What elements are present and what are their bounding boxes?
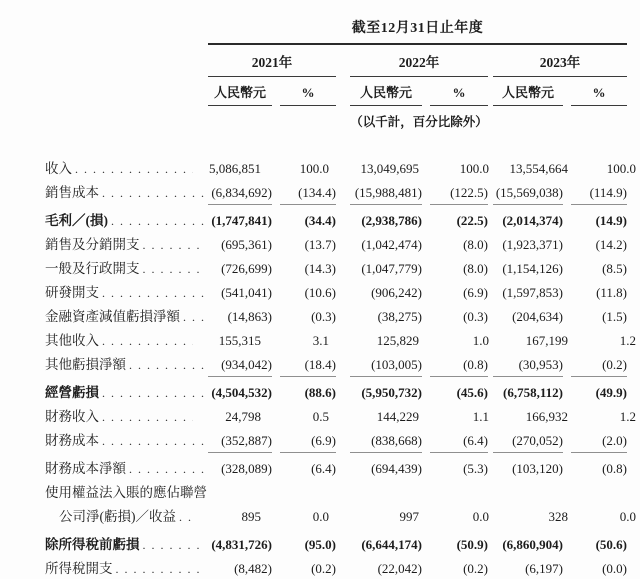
value-2021-rmb: (328,089): [221, 461, 272, 476]
value-2022-pct: (8.0): [463, 237, 488, 252]
table-row: [0, 381, 640, 405]
row-label-area: [45, 329, 197, 353]
dot-leader: [129, 353, 204, 377]
row-label: 財務成本: [45, 433, 99, 448]
period-title: 截至12月31日止年度: [351, 21, 484, 36]
value-2022-rmb: (38,275): [377, 309, 422, 324]
row-label: 財務成本淨額: [45, 461, 126, 476]
value-2022-pct: (122.5): [430, 181, 488, 205]
currency-header-2021: 人民幣元: [208, 84, 272, 106]
value-2021-pct: (10.6): [304, 285, 336, 300]
value-2022-rmb: 144,229: [376, 409, 419, 424]
row-label-area: [45, 157, 197, 181]
value-2021-pct: (88.6): [304, 385, 336, 400]
value-2021-rmb: (541,041): [221, 285, 272, 300]
row-label-area: [45, 209, 208, 233]
table-body: [0, 157, 640, 579]
value-2023-rmb: (1,923,371): [502, 237, 563, 252]
value-2022-rmb: (103,005): [350, 353, 422, 377]
value-2021-rmb: (6,834,692): [208, 181, 272, 205]
row-label: 收入: [45, 161, 72, 176]
value-2023-pct: (0.8): [602, 461, 627, 476]
dot-leader: [111, 209, 204, 233]
row-label-area: [45, 557, 208, 579]
value-2022-rmb: 997: [399, 509, 419, 524]
value-2022-rmb: (1,047,779): [361, 261, 422, 276]
row-label: 銷售成本: [45, 185, 99, 200]
value-2023-rmb: (2,014,374): [502, 213, 563, 228]
value-2023-rmb: (1,597,853): [502, 285, 563, 300]
value-2021-pct: (13.7): [304, 237, 336, 252]
dot-leader: [102, 405, 193, 429]
value-2021-rmb: (352,887): [208, 429, 272, 453]
table-row: [0, 557, 640, 579]
row-label: 財務收入: [45, 409, 99, 424]
value-2023-rmb: (1,154,126): [502, 261, 563, 276]
dot-leader: [143, 233, 205, 257]
dot-leader: [102, 429, 204, 453]
value-2022-pct: (6.4): [430, 429, 488, 453]
row-label-area: [45, 429, 208, 453]
value-2023-pct: 1.2: [619, 333, 636, 348]
table-row: [0, 233, 640, 257]
dot-leader: [143, 533, 205, 557]
value-2022-pct: (0.3): [463, 309, 488, 324]
percent-header-2023: %: [571, 84, 627, 106]
value-2021-pct: (6.9): [280, 429, 336, 453]
value-2021-rmb: (695,361): [221, 237, 272, 252]
value-2023-rmb: 166,932: [525, 409, 568, 424]
value-2022-rmb: (838,668): [350, 429, 422, 453]
value-2023-pct: (0.2): [571, 353, 627, 377]
dot-leader: [143, 257, 205, 281]
row-label-area: [45, 305, 208, 329]
row-label: 經營虧損: [45, 385, 99, 400]
value-2023-pct: (50.6): [595, 537, 627, 552]
dot-leader: [183, 305, 204, 329]
table-row: [0, 329, 640, 353]
value-2023-rmb: 167,199: [525, 333, 568, 348]
dot-leader: [102, 281, 204, 305]
value-2022-pct: (22.5): [456, 213, 488, 228]
table-row: [0, 353, 640, 377]
value-2023-pct: (2.0): [571, 429, 627, 453]
value-2021-rmb: 895: [241, 509, 261, 524]
value-2022-rmb: (2,938,786): [361, 213, 422, 228]
row-label: 一般及行政開支: [45, 261, 140, 276]
value-2021-pct: 3.1: [312, 333, 329, 348]
year-header-row: [208, 53, 627, 77]
value-2022-pct: (0.8): [430, 353, 488, 377]
value-2022-rmb: 125,829: [376, 333, 419, 348]
value-2022-pct: (50.9): [456, 537, 488, 552]
table-row: [0, 181, 640, 205]
subheader-row: [208, 84, 627, 106]
value-2023-rmb: (204,634): [512, 309, 563, 324]
value-2023-pct: (14.2): [595, 237, 627, 252]
value-2023-rmb: (6,197): [493, 557, 563, 579]
table-row: [0, 481, 640, 505]
value-2021-rmb: (726,699): [221, 261, 272, 276]
value-2022-rmb: (6,644,174): [361, 537, 422, 552]
row-label-area: [45, 405, 197, 429]
value-2021-pct: 0.0: [312, 509, 329, 524]
value-2023-rmb: (6,758,112): [503, 385, 563, 400]
row-label: 毛利／(損): [45, 213, 108, 228]
percent-header-2021: %: [280, 84, 336, 106]
value-2023-rmb: (270,052): [493, 429, 563, 453]
dot-leader: [116, 557, 205, 579]
value-2023-pct: (49.9): [595, 385, 627, 400]
value-2021-pct: (0.2): [280, 557, 336, 579]
value-2023-rmb: (6,860,904): [502, 537, 563, 552]
value-2022-rmb: (694,439): [371, 461, 422, 476]
row-label: 銷售及分銷開支: [45, 237, 140, 252]
value-2022-pct: (0.2): [430, 557, 488, 579]
value-2021-pct: (18.4): [280, 353, 336, 377]
dot-leader: [129, 457, 204, 481]
year-header-2023: 2023年: [493, 53, 627, 77]
row-label: 其他收入: [45, 333, 99, 348]
value-2023-pct: (11.8): [596, 285, 627, 300]
row-label-area: [45, 505, 197, 529]
value-2022-pct: 0.0: [472, 509, 489, 524]
table-row: [0, 429, 640, 453]
value-2023-pct: 100.0: [606, 161, 636, 176]
table-row: [0, 505, 640, 529]
value-2021-pct: (14.3): [304, 261, 336, 276]
value-2022-pct: (45.6): [456, 385, 488, 400]
value-2023-rmb: 13,554,664: [509, 161, 568, 176]
value-2022-pct: (8.0): [463, 261, 488, 276]
dot-leader: [75, 157, 193, 181]
currency-header-2022: 人民幣元: [350, 84, 422, 106]
row-label: 其他虧損淨額: [45, 357, 126, 372]
table-row: [0, 305, 640, 329]
value-2021-rmb: (4,831,726): [211, 537, 272, 552]
value-2021-rmb: 5,086,851: [209, 161, 261, 176]
value-2021-rmb: (934,042): [208, 353, 272, 377]
value-2022-pct: 1.1: [472, 409, 489, 424]
row-label: 使用權益法入賬的應佔聯營: [45, 485, 207, 500]
row-label: 除所得稅前虧損: [45, 537, 140, 552]
value-2023-pct: 0.0: [619, 509, 636, 524]
year-header-2021: 2021年: [208, 53, 336, 77]
dot-leader: [102, 329, 193, 353]
row-label: 公司淨(虧損)／收益: [59, 509, 176, 524]
table-row: [0, 257, 640, 281]
value-2022-rmb: (15,988,481): [350, 181, 422, 205]
value-2021-pct: (34.4): [304, 213, 336, 228]
row-label-area: [45, 381, 208, 405]
value-2023-pct: (1.5): [602, 309, 627, 324]
year-header-2022: 2022年: [350, 53, 488, 77]
row-label: 研發開支: [45, 285, 99, 300]
value-2023-pct: 1.2: [619, 409, 636, 424]
dot-leader: [102, 381, 204, 405]
value-2021-rmb: 24,798: [225, 409, 261, 424]
value-2023-rmb: 328: [548, 509, 568, 524]
table-row: [0, 533, 640, 557]
currency-header-2023: 人民幣元: [493, 84, 563, 106]
percent-header-2022: %: [430, 84, 488, 106]
dot-leader: [179, 505, 193, 529]
row-label-area: [45, 181, 208, 205]
value-2022-pct: 1.0: [472, 333, 489, 348]
value-2021-rmb: (4,504,532): [211, 385, 272, 400]
table-row: [0, 405, 640, 429]
row-label: 金融資產減值虧損淨額: [45, 309, 180, 324]
value-2023-pct: (14.9): [595, 213, 627, 228]
value-2022-rmb: 13,049,695: [360, 161, 419, 176]
row-label-area: [45, 533, 208, 557]
value-2023-rmb: (30,953): [493, 353, 563, 377]
value-2021-pct: 0.5: [312, 409, 329, 424]
unit-note: （以千計，百分比除外）: [350, 115, 488, 129]
value-2021-pct: (6.4): [311, 461, 336, 476]
value-2023-rmb: (15,569,038): [493, 181, 563, 205]
value-2022-rmb: (1,042,474): [361, 237, 422, 252]
row-label-area: [45, 353, 208, 377]
value-2021-rmb: (14,863): [227, 309, 272, 324]
row-label-area: [45, 457, 208, 481]
row-label-area: [45, 233, 208, 257]
row-label: 所得稅開支: [45, 561, 113, 576]
row-label-area: [45, 257, 208, 281]
value-2021-pct: (95.0): [304, 537, 336, 552]
value-2022-rmb: (906,242): [371, 285, 422, 300]
table-row: [0, 209, 640, 233]
value-2021-rmb: (1,747,841): [211, 213, 272, 228]
value-2023-pct: (114.9): [571, 181, 627, 205]
row-label-area: [45, 281, 208, 305]
value-2022-rmb: (22,042): [350, 557, 422, 579]
row-label-area: [45, 481, 208, 505]
value-2022-pct: 100.0: [459, 161, 489, 176]
value-2022-pct: (5.3): [463, 461, 488, 476]
table-row: [0, 157, 640, 181]
dot-leader: [102, 181, 204, 205]
value-2023-pct: (8.5): [602, 261, 627, 276]
value-2021-pct: (134.4): [280, 181, 336, 205]
table-row: [0, 281, 640, 305]
table-header: [208, 20, 627, 131]
value-2023-rmb: (103,120): [512, 461, 563, 476]
value-2022-rmb: (5,950,732): [361, 385, 422, 400]
value-2022-pct: (6.9): [463, 285, 488, 300]
value-2021-pct: 100.0: [299, 161, 329, 176]
value-2023-pct: (0.0): [571, 557, 627, 579]
value-2021-pct: (0.3): [311, 309, 336, 324]
header-top-rule: [208, 43, 627, 45]
table-row: [0, 457, 640, 481]
value-2021-rmb: (8,482): [208, 557, 272, 579]
value-2021-rmb: 155,315: [218, 333, 261, 348]
